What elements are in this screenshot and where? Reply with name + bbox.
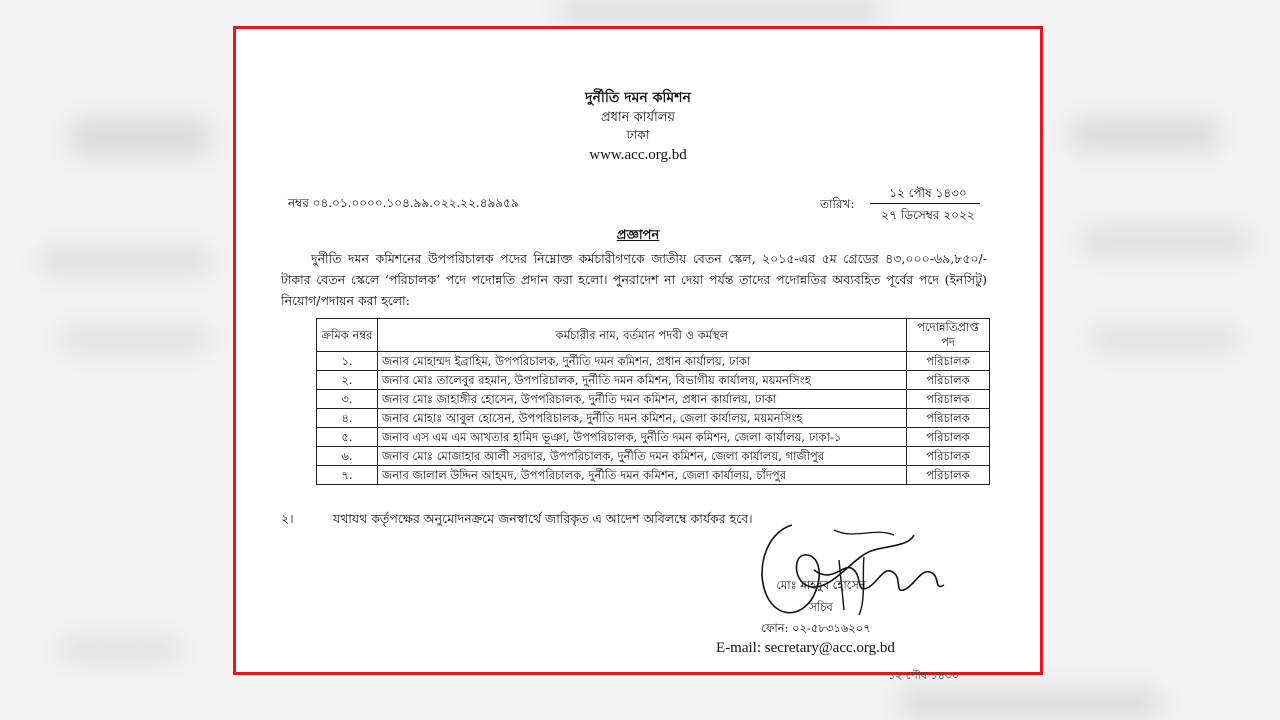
office-name: প্রধান কার্যালয় xyxy=(600,110,676,125)
cell-serial: ৩. xyxy=(317,390,378,409)
table-header-row xyxy=(317,319,990,352)
table-row xyxy=(317,409,990,428)
table-row xyxy=(317,447,990,466)
cell-post: পরিচালক xyxy=(907,352,990,371)
cut-off-text: ১২ পৌষ ১৪৩০ xyxy=(888,669,960,682)
document-title xyxy=(236,226,1040,247)
cell-post: পরিচালক xyxy=(907,409,990,428)
cell-post: পরিচালক xyxy=(907,390,990,409)
clause-two-number: ২। xyxy=(281,511,294,526)
document-title-text: প্রজ্ঞাপন xyxy=(616,228,660,243)
date-label: তারিখ: xyxy=(820,197,855,211)
cell-name: জনাব জালাল উদ্দিন আহমদ, উপপরিচালক, দুর্নীতি দমন কমিশন, জেলা কার্যালয়, চাঁদপুর xyxy=(378,466,907,485)
signer-title: সচিব xyxy=(809,600,833,614)
header-name: কর্মচারীর নাম, বর্তমান পদবী ও কর্মস্থল xyxy=(378,319,907,352)
memo-number: নম্বর ০৪.০১.০০০০.১০৪.৯৯.০২২.২২.৪৯৯৫৯ xyxy=(288,196,519,210)
cell-post: পরিচালক xyxy=(907,428,990,447)
org-name: দুর্নীতি দমন কমিশন xyxy=(585,90,691,106)
body-paragraph: দুর্নীতি দমন কমিশনের উপপরিচালক পদের নিম্নোক্ত কর্মচারীগণকে জাতীয় বেতন স্কেল, ২০১৫-এর ৫ম গ্রেডের ৪৩,০০০-৬৯,৮৫০/- টাকার বেতন স্কেলে ‘পরিচালক’ পদে পদোন্নতি প্রদান করা হলো। পুনরাদেশ না দেয়া পর্যন্ত তাদের পদোন্নতির অব্যবহিত পূর্বের পদে (ইনসিটু) নিয়োগ/পদায়ন করা হলো: xyxy=(281,251,987,308)
table-row xyxy=(317,371,990,390)
cell-name: জনাব মোঃ মোজাহার আলী সরদার, উপপরিচালক, দুর্নীতি দমন কমিশন, জেলা কার্যালয়, গাজীপুর xyxy=(378,447,907,466)
cell-serial: ৭. xyxy=(317,466,378,485)
cell-serial: ৪. xyxy=(317,409,378,428)
table-row xyxy=(317,466,990,485)
cell-serial: ১. xyxy=(317,352,378,371)
header-post: পদোন্নতিপ্রাপ্ত পদ xyxy=(907,319,990,352)
phone-number: ফোন: ০২-৫৮৩১৬২০৭ xyxy=(761,621,871,635)
cell-serial: ২. xyxy=(317,371,378,390)
cell-name: জনাব মোহাঃ আবুল হোসেন, উপপরিচালক, দুর্নীতি দমন কমিশন, জেলা কার্যালয়, ময়মনসিংহ xyxy=(378,409,907,428)
clause-two-text: যথাযথ কর্তৃপক্ষের অনুমোদনক্রমে জনস্বার্থে জারিকৃত এ আদেশ অবিলম্বে কার্যকর হবে। xyxy=(333,511,753,526)
city-name: ঢাকা xyxy=(626,127,650,142)
date-english: ২৭ ডিসেম্বর ২০২২ xyxy=(881,208,975,222)
clause-two xyxy=(281,511,753,531)
date-divider xyxy=(870,203,980,204)
cell-name: জনাব এস এম এম আখতার হামিদ ভূঞা, উপপরিচালক, দুর্নীতি দমন কমিশন, জেলা কার্যালয়, ঢাকা-১ xyxy=(378,428,907,447)
cell-name: জনাব মোহাম্মদ ইব্রাহিম, উপপরিচালক, দুর্নীতি দমন কমিশন, প্রধান কার্যালয়, ঢাকা xyxy=(378,352,907,371)
header-serial: ক্রমিক নম্বর xyxy=(317,319,378,352)
signer-name: মোঃ মাহবুব হোসেন xyxy=(776,578,866,592)
cell-post: পরিচালক xyxy=(907,466,990,485)
notification-document xyxy=(236,29,1040,682)
email-address: E-mail: secretary@acc.org.bd xyxy=(716,640,895,656)
table-row xyxy=(317,390,990,409)
website-text: www.acc.org.bd xyxy=(589,147,687,163)
cell-name: জনাব মোঃ জাহাঙ্গীর হোসেন, উপপরিচালক, দুর্নীতি দমন কমিশন, প্রধান কার্যালয়, ঢাকা xyxy=(378,390,907,409)
cell-serial: ৬. xyxy=(317,447,378,466)
table-row xyxy=(317,352,990,371)
cell-post: পরিচালক xyxy=(907,371,990,390)
table-row xyxy=(317,428,990,447)
date-bangla: ১২ পৌষ ১৪৩০ xyxy=(889,186,967,200)
cell-post: পরিচালক xyxy=(907,447,990,466)
cell-serial: ৫. xyxy=(317,428,378,447)
document-frame xyxy=(233,26,1043,682)
cell-name: জনাব মোঃ তালেবুর রহমান, উপপরিচালক, দুর্নীতি দমন কমিশন, বিভাগীয় কার্যালয়, ময়মনসিংহ xyxy=(378,371,907,390)
promotion-table xyxy=(316,318,990,485)
